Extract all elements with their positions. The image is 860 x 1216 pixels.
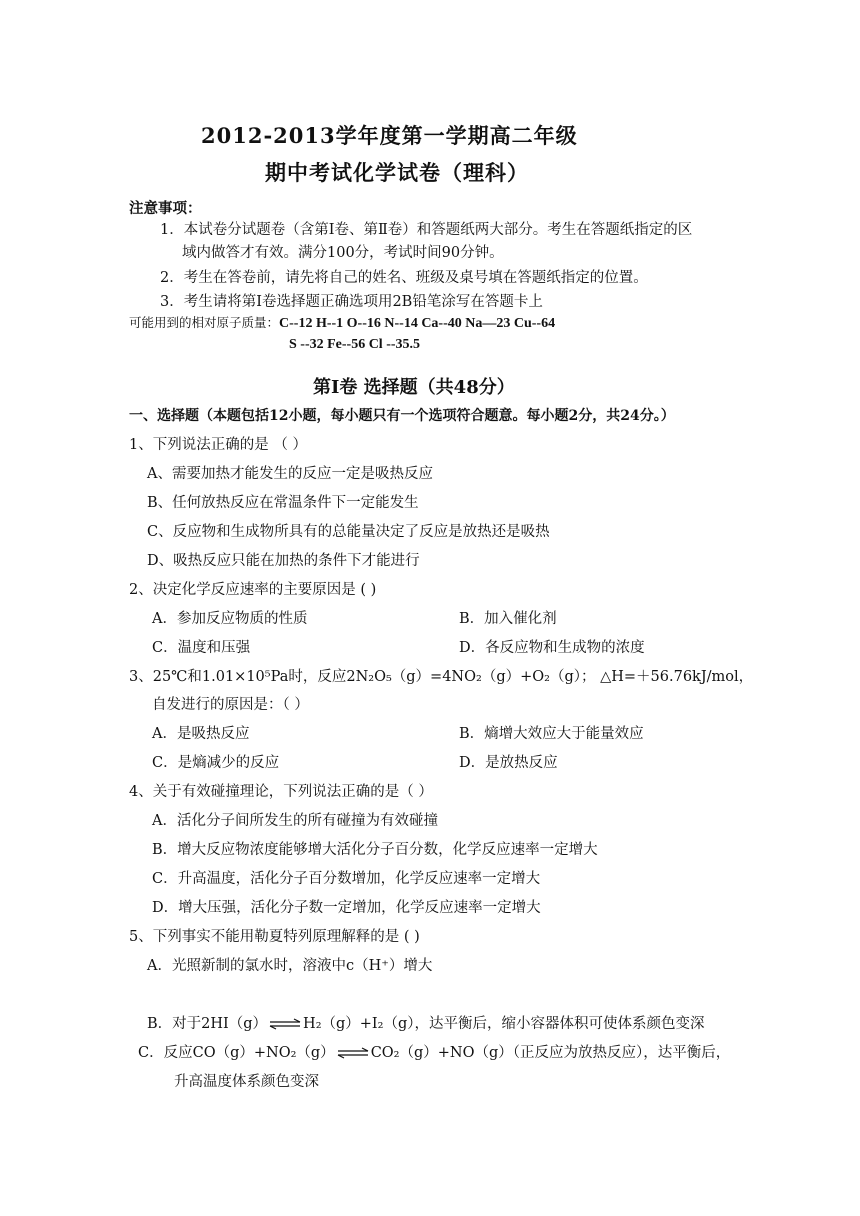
q3-stem: 3、25℃和1.01×10⁵Pa时，反应2N₂O₅（g）=4NO₂（g）+O₂（g）； △H=＋56.76kJ/mol， (129, 669, 754, 685)
q1-option-d: D、吸热反应只能在加热的条件下才能进行 (147, 553, 420, 569)
q3-option-c: C．是熵减少的反应 (152, 755, 280, 771)
q2-option-b: B．加入催化剂 (459, 611, 557, 627)
q2-stem: 2、决定化学反应速率的主要原因是 ( ) (129, 582, 377, 598)
notice-item-3: 3．考生请将第Ⅰ卷选择题正确选项用2B铅笔涂写在答题卡上 (160, 294, 543, 310)
atomic-mass-values-2: S --32 Fe--56 Cl --35.5 (289, 337, 421, 352)
q5-option-c-line2: 升高温度体系颜色变深 (174, 1074, 319, 1090)
q5-option-c-lhs: C．反应CO（g）+NO₂（g） (138, 1045, 335, 1061)
q1-option-c: C、反应物和生成物所具有的总能量决定了反应是放热还是吸热 (147, 524, 550, 540)
atomic-mass-row-1 (129, 313, 555, 332)
q3-option-b: B．熵增大效应大于能量效应 (459, 726, 644, 742)
notice-item-1a: 1．本试卷分试题卷（含第Ⅰ卷、第Ⅱ卷）和答题纸两大部分。考生在答题纸指定的区 (160, 222, 693, 238)
q2-option-d: D．各反应物和生成物的浓度 (459, 640, 645, 656)
q4-stem: 4、关于有效碰撞理论，下列说法正确的是（ ） (129, 784, 433, 800)
q5-option-b-lhs: B．对于2HI（g） (147, 1016, 268, 1032)
q1-option-b: B、任何放热反应在常温条件下一定能发生 (147, 495, 419, 511)
q4-option-a: A．活化分子间所发生的所有碰撞为有效碰撞 (152, 813, 438, 829)
q4-option-d: D．增大压强，活化分子数一定增加，化学反应速率一定增大 (152, 900, 541, 916)
q1-option-a: A、需要加热才能发生的反应一定是吸热反应 (147, 466, 433, 482)
q1-stem: 1、下列说法正确的是 （ ） (129, 437, 307, 453)
atomic-mass-label: 可能用到的相对原子质量： (129, 315, 280, 330)
notice-heading: 注意事项： (129, 200, 202, 217)
equilibrium-arrow-icon (267, 1018, 303, 1030)
q5-option-c (138, 1041, 730, 1062)
notice-item-2: 2．考生在答卷前，请先将自己的姓名、班级及桌号填在答题纸指定的位置。 (160, 270, 648, 286)
exam-title-line2: 期中考试化学试卷（理科） (265, 160, 529, 185)
part1-heading: 第Ⅰ卷 选择题（共48分） (313, 377, 515, 398)
q5-option-a: A．光照新制的氯水时，溶液中c（H⁺）增大 (147, 958, 433, 974)
q5-stem: 5、下列事实不能用勒夏特列原理解释的是 ( ) (129, 929, 420, 945)
q3-option-a: A．是吸热反应 (152, 726, 250, 742)
section1-heading: 一、选择题（本题包括12小题，每小题只有一个选项符合题意。每小题2分，共24分。） (129, 408, 675, 424)
q2-option-c: C．温度和压强 (152, 640, 251, 656)
equilibrium-arrow-icon (335, 1047, 371, 1059)
q5-option-c-rhs: CO₂（g）+NO（g）（正反应为放热反应），达平衡后， (370, 1045, 731, 1061)
atomic-mass-values-1: C--12 H--1 O--16 N--14 Ca--40 Na—23 Cu--64 (279, 316, 556, 331)
notice-item-1b: 域内做答才有效。满分100分，考试时间90分钟。 (182, 245, 504, 261)
q4-option-c: C．升高温度，活化分子百分数增加，化学反应速率一定增大 (152, 871, 541, 887)
q5-option-b (147, 1012, 705, 1033)
q3-option-d: D．是放热反应 (459, 755, 558, 771)
q4-option-b: B．增大反应物浓度能够增大活化分子百分数，化学反应速率一定增大 (152, 842, 598, 858)
q3-stem-2: 自发进行的原因是：（ ） (152, 697, 309, 713)
q5-option-b-rhs: H₂（g）+I₂（g），达平衡后，缩小容器体积可使体系颜色变深 (303, 1016, 705, 1032)
exam-title-line1: 2012-2013学年度第一学期高二年级 (201, 123, 578, 148)
q2-option-a: A．参加反应物质的性质 (152, 611, 308, 627)
